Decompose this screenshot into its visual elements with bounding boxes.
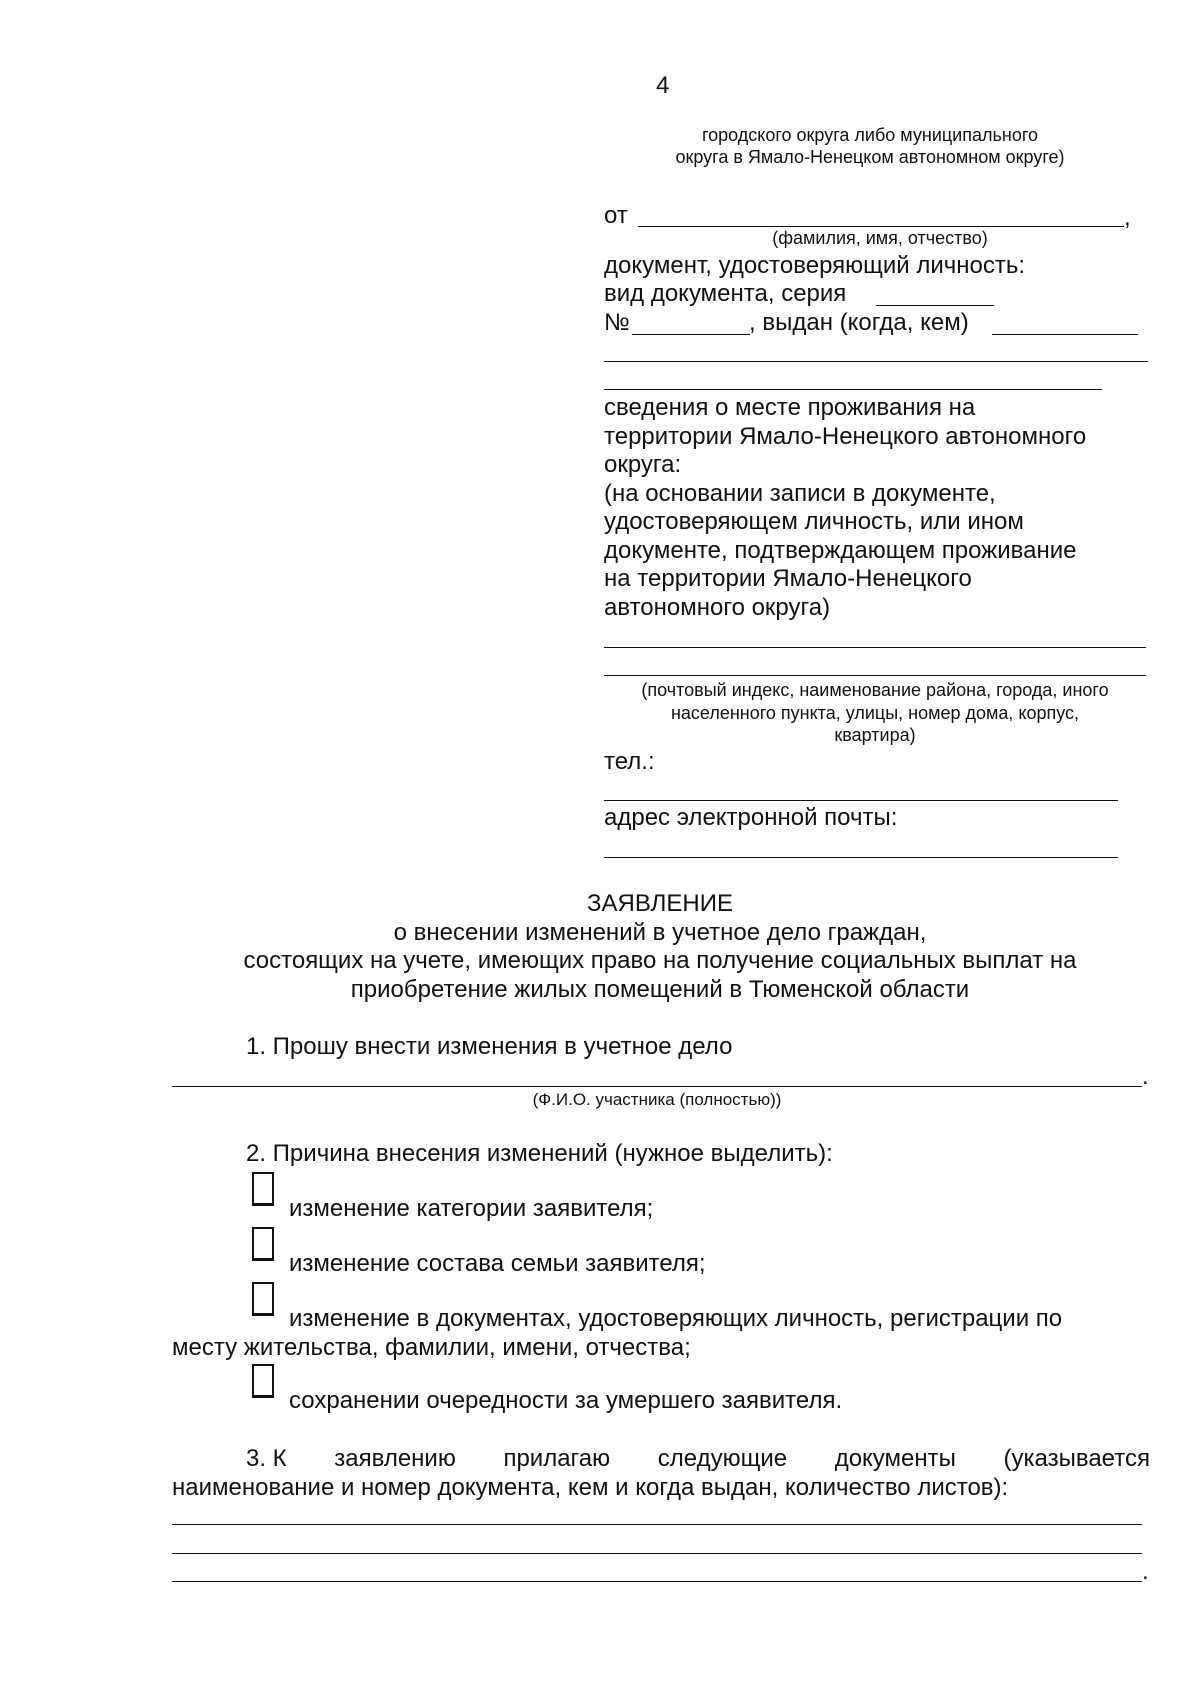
addressee-line-2: округа в Ямало-Ненецком автономном округе) [675,147,1065,167]
addressee-line-1: городского округа либо муниципального [701,125,1039,145]
option-4-label: сохранении очередности за умершего заявителя. [289,1387,843,1414]
issued-field[interactable] [992,334,1138,335]
item-1-end: . [1142,1063,1149,1090]
address-caption-1: (почтовый индекс, наименование района, города, иного [641,680,1109,700]
option-1-checkbox[interactable] [252,1172,274,1206]
from-comma: , [1124,204,1131,231]
participant-name-field[interactable] [172,1086,1142,1087]
page-number: 4 [656,72,670,99]
from-label: от [604,202,628,229]
option-3-continued: месту жительства, фамилии, имени, отчества; [172,1334,691,1361]
residence-line-1: сведения о месте проживания на [604,394,976,421]
doc-number-label: № [604,309,630,336]
address-caption-2: населенного пункта, улицы, номер дома, корпус, [670,703,1080,723]
item-3-word: (указывается [1003,1445,1150,1472]
address-field-line-2[interactable] [604,675,1146,676]
residence-line-4: (на основании записи в документе, [604,480,996,507]
option-2-checkbox[interactable] [252,1227,274,1261]
item-3-word: прилагаю [503,1445,611,1472]
option-2-label: изменение состава семьи заявителя; [289,1250,706,1277]
residence-line-2: территории Ямало-Ненецкого автономного [604,423,1087,450]
phone-label: тел.: [604,748,655,775]
option-3-checkbox[interactable] [252,1282,274,1316]
residence-line-8: автономного округа) [604,594,831,621]
option-3-label: изменение в документах, удостоверяющих личность, регистрации по [289,1305,1063,1332]
documents-field-line-1[interactable] [172,1524,1142,1525]
doc-number-field[interactable] [632,334,750,335]
item-1-text: 1. Прошу внести изменения в учетное дело [246,1033,733,1060]
item-3-word: заявлению [334,1445,456,1472]
item-3-end: . [1142,1558,1149,1585]
issued-label: , выдан (когда, кем) [749,309,969,336]
item-3-word: 3. К [246,1445,287,1472]
residence-line-3: округа: [604,451,682,478]
item-3-word: документы [834,1445,956,1472]
item-3-word: следующие [657,1445,788,1472]
residence-line-6: документе, подтверждающем проживание [604,537,1077,564]
issued-field-line-3[interactable] [604,389,1102,390]
issued-field-line-2[interactable] [604,361,1148,362]
documents-field-line-3[interactable] [172,1581,1142,1582]
doc-type-label: вид документа, серия [604,280,847,307]
name-caption: (фамилия, имя, отчество) [772,228,988,248]
address-caption-3: квартира) [834,725,916,745]
email-label: адрес электронной почты: [604,804,898,831]
statement-subtitle-3: приобретение жилых помещений в Тюменской области [350,976,970,1003]
participant-name-caption: (Ф.И.О. участника (полностью)) [532,1090,782,1109]
statement-subtitle-2: состоящих на учете, имеющих право на получение социальных выплат на [243,947,1077,974]
option-1-label: изменение категории заявителя; [289,1195,654,1222]
phone-field[interactable] [604,800,1118,801]
id-doc-label: документ, удостоверяющий личность: [604,252,1026,279]
email-field[interactable] [604,857,1118,858]
item-2-text: 2. Причина внесения изменений (нужное выделить): [246,1140,833,1167]
option-4-checkbox[interactable] [252,1364,274,1398]
documents-field-line-2[interactable] [172,1553,1142,1554]
residence-line-5: удостоверяющем личность, или ином [604,508,1024,535]
residence-line-7: на территории Ямало-Ненецкого [604,565,972,592]
statement-title: ЗАЯВЛЕНИЕ [587,890,733,917]
item-3-line-2: наименование и номер документа, кем и когда выдан, количество листов): [172,1474,1009,1501]
statement-subtitle-1: о внесении изменений в учетное дело граждан, [393,919,927,946]
doc-series-field[interactable] [876,305,994,306]
item-3-line-1 [246,1445,1150,1473]
address-field-line-1[interactable] [604,647,1146,648]
